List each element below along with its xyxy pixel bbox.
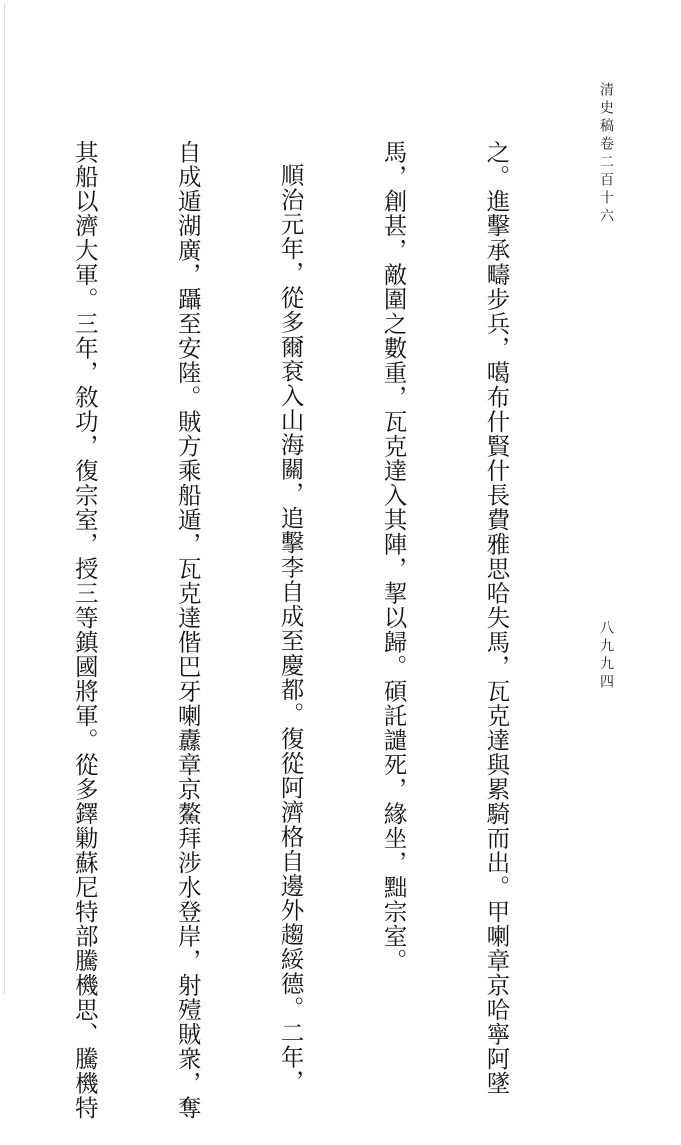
text-column: 其船以濟大軍。三年，敘功，復宗室，授三等鎮國將軍。從多鐸勦蘇尼特部騰機思、騰機特	[70, 140, 99, 1120]
text-column: 順治元年，從多爾袞入山海關，追擊李自成至慶都。復從阿濟格自邊外趨綏德。二年，	[276, 163, 305, 1094]
main-text-block	[70, 140, 582, 1120]
text-column: 自成遁湖廣，躡至安陸。賊方乘船遁，瓦克達偕巴牙喇纛章京鰲拜涉水登岸，射殪賊衆，奪	[173, 140, 202, 1120]
page-number: 八九九四	[598, 620, 614, 692]
running-header-title: 清史稿卷二百十六	[598, 82, 614, 226]
text-column: 馬，創甚，敵圍之數重，瓦克達入其陣，挈以歸。碩託譴死，緣坐，黜宗室。	[379, 140, 408, 973]
text-column: 之。進擊承疇步兵，噶布什賢什長費雅思哈失馬，瓦克達與累騎而出。甲喇章京哈寧阿墜	[482, 140, 511, 1096]
